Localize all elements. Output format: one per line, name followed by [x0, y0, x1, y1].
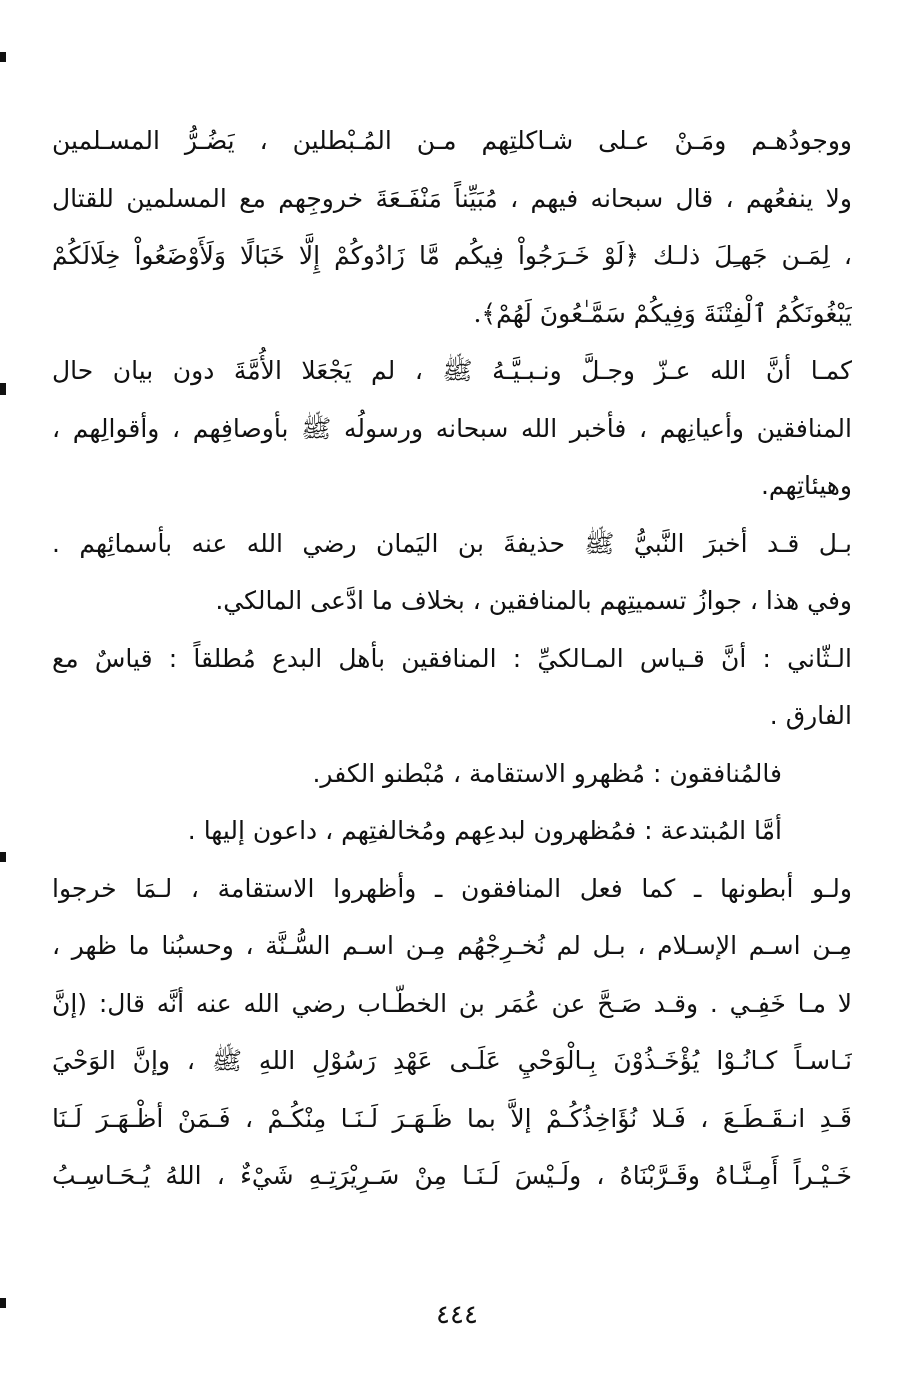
- quran-verse-line: يَبْغُونَكُمُ ٱلْفِتْنَةَ وَفِيكُمْ سَمَّـٰعُونَ لَهُمْ﴾.: [473, 298, 852, 328]
- text-line: ولا ينفعُهم ، قال سبحانه فيهم ، مُبَيِّناً مَنْفَـعَةَ خروجِهم مع المسلمين للقتال: [52, 183, 852, 213]
- scan-edge-mark: [0, 52, 6, 62]
- text-line: ولـو أبطونها ـ كما فعل المنافقون ـ وأظهروا الاستقامة ، لـمَا خرجوا: [52, 873, 852, 903]
- text-line: فالمُنافقون : مُظهرو الاستقامة ، مُبْطنو الكفر.: [312, 758, 782, 788]
- page-number: ٤٤٤: [436, 1300, 478, 1330]
- text-line: أمَّا المُبتدعة : فمُظهرون لبدعِهم ومُخالفتِهم ، داعون إليها .: [187, 816, 782, 845]
- scan-edge-mark: [0, 383, 6, 395]
- text-line: نَـاسـاً كـانُـوْا يُؤْخَـذُوْنَ بِـالْوَحْيِ عَلَـى عَهْدِ رَسُوْلِ اللهِ ﷺ ، وإنَّ الوَحْيَ: [52, 1046, 852, 1075]
- text-line: خَـيْـراً أَمِـنَّـاهُ وقَـرَّبْنَاهُ ، ولَـيْسَ لَـنَـا مِنْ سَـرِيْرَتِـهِ شَيْءٌ ، اللهُ يُـحَـاسِـبُ: [52, 1161, 852, 1190]
- text-line: وفي هذا ، جوازُ تسميتِهم بالمنافقين ، بخلاف ما ادَّعى المالكي.: [215, 586, 852, 615]
- text-line: مِـن اسـم الإسـلام ، بـل لم نُخـرِجْهُم مِـن اسـم السُّـنَّة ، وحسبُنا ما ظهر ،: [52, 931, 852, 960]
- body-text: [52, 112, 852, 1205]
- text-line: ووجودُهـم ومَـنْ عـلى شـاكلتِهم مـن المُـبْطلين ، يَضُـرُّ المسـلمين: [52, 126, 852, 155]
- text-line: كمـا أنَّ الله عـزّ وجـلَّ ونـبـيَّـهُ ﷺ ، لم يَجْعَلا الأُمَّةَ دون بيان حال: [52, 356, 852, 385]
- quran-verse-line: ، لِمَـن جَهـِلَ ذلـك ﴿لَوْ خَـرَجُواْ فِيكُم مَّا زَادُوكُمْ إِلَّا خَبَالًا وَلَأَوْضَعُواْ خِلَالَكُمْ: [52, 241, 852, 270]
- scan-edge-mark: [0, 852, 6, 862]
- text-line: قَـدِ انـقَـطَـعَ ، فَـلا نُؤَاخِذُكُـمْ إلاَّ بما ظَـهَـرَ لَـنَـا مِنْكُـمْ ، فَـمَنْ أظْـهَـرَ لَـنَا: [52, 1103, 852, 1133]
- text-line: الفارق .: [769, 701, 852, 730]
- text-line: الـثّاني : أنَّ قـياس المـالكيِّ : المنافقين بأهل البدع مُطلقاً : قياسٌ مع: [52, 643, 852, 673]
- text-line: بـل قـد أخبرَ النَّبيُّ ﷺ حذيفةَ بن اليَمان رضي الله عنه بأسمائِهم .: [52, 528, 852, 558]
- text-line: وهيئاتِهم.: [760, 471, 852, 500]
- text-line: المنافقين وأعيانِهم ، فأخبر الله سبحانه ورسولُه ﷺ بأوصافِهم ، وأقوالِهم ،: [52, 413, 852, 443]
- text-line: لا مـا خَفِـي . وقـد صَـحَّ عن عُمَر بن الخطّـاب رضي الله عنه أنَّه قال: (إنَّ: [52, 988, 852, 1018]
